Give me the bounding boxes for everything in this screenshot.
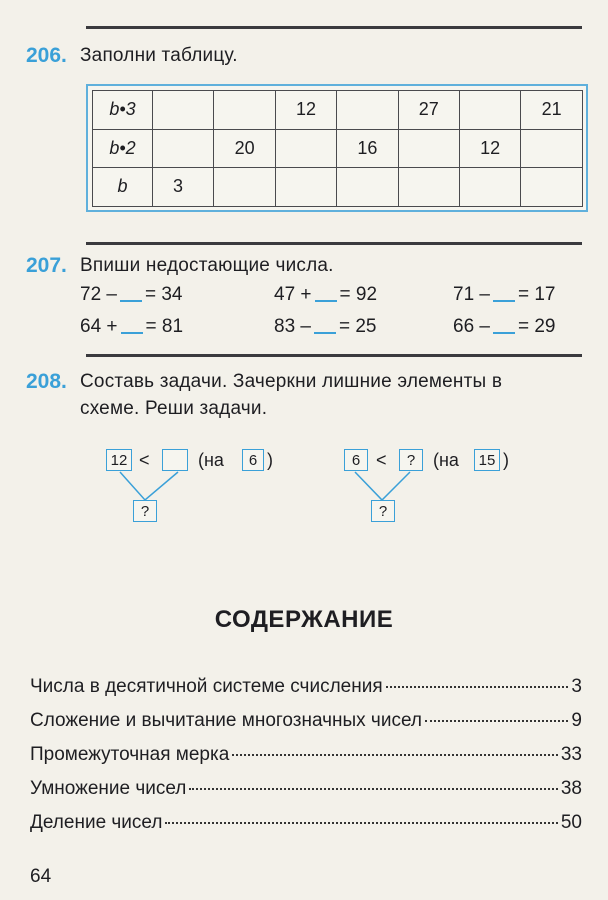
equation-left: 47 + bbox=[274, 284, 312, 305]
equation-left: 83 – bbox=[274, 316, 311, 337]
equation-right: = 92 bbox=[339, 284, 378, 305]
scheme1-box-b[interactable] bbox=[162, 449, 188, 471]
contents-item-page: 3 bbox=[571, 676, 582, 697]
task-208-number: 208. bbox=[26, 370, 67, 393]
contents-item-label: Промежуточная мерка bbox=[30, 744, 230, 765]
page-number: 64 bbox=[30, 866, 52, 887]
table-cell[interactable]: 27 bbox=[398, 90, 460, 130]
equation-right: = 17 bbox=[517, 284, 556, 305]
equation-left: 71 – bbox=[453, 284, 490, 305]
contents-item-label: Сложение и вычитание многозначных чисел bbox=[30, 710, 422, 731]
scheme2-box-by[interactable]: 15 bbox=[474, 449, 500, 471]
contents-leader-dots bbox=[189, 788, 557, 790]
equation-right: = 29 bbox=[517, 316, 556, 337]
table-row-header: b•3 bbox=[92, 90, 153, 130]
contents-item[interactable] bbox=[30, 778, 582, 800]
contents-item-page: 38 bbox=[560, 778, 582, 799]
scheme2-box-a[interactable]: 6 bbox=[344, 449, 368, 471]
task-207-text: Впиши недостающие числа. bbox=[80, 255, 334, 276]
scheme1-by-open: (на bbox=[198, 450, 224, 470]
contents-item-label: Умножение чисел bbox=[30, 778, 187, 799]
contents-leader-dots bbox=[232, 754, 558, 756]
scheme2-by-open: (на bbox=[433, 450, 459, 470]
equation-left: 66 – bbox=[453, 316, 490, 337]
contents-title: СОДЕРЖАНИЕ bbox=[214, 606, 394, 633]
table-cell[interactable]: 12 bbox=[275, 90, 337, 130]
equation-left: 64 + bbox=[80, 316, 118, 337]
table-cell[interactable]: 16 bbox=[336, 129, 398, 169]
scheme2-op: < bbox=[376, 450, 387, 470]
table-row-header: b bbox=[92, 167, 153, 207]
contents-item-page: 50 bbox=[560, 812, 582, 833]
contents-leader-dots bbox=[386, 686, 569, 688]
equation-left: 72 – bbox=[80, 284, 117, 305]
contents-item[interactable] bbox=[30, 744, 582, 766]
table-cell[interactable]: 12 bbox=[459, 129, 521, 169]
task-206-text: Заполни таблицу. bbox=[80, 45, 238, 66]
table-cell[interactable]: 21 bbox=[520, 90, 582, 130]
scheme2-by-close: ) bbox=[503, 450, 509, 470]
task-208-line1: Составь задачи. Зачеркни лишние элементы в bbox=[80, 371, 503, 392]
equation-right: = 25 bbox=[338, 316, 377, 337]
scheme2-box-q[interactable]: ? bbox=[371, 500, 395, 522]
contents-item-label: Деление чисел bbox=[30, 812, 163, 833]
contents-item-page: 33 bbox=[560, 744, 582, 765]
contents-item[interactable] bbox=[30, 676, 582, 698]
equation-right: = 34 bbox=[144, 284, 183, 305]
scheme1-box-a[interactable]: 12 bbox=[106, 449, 132, 471]
scheme1-by-close: ) bbox=[267, 450, 273, 470]
scheme1-box-q[interactable]: ? bbox=[133, 500, 157, 522]
table-cell[interactable]: 3 bbox=[152, 167, 214, 207]
task-206-number: 206. bbox=[26, 44, 67, 67]
task-208-line2: схеме. Реши задачи. bbox=[80, 398, 268, 419]
scheme1-op: < bbox=[139, 450, 150, 470]
contents-leader-dots bbox=[425, 720, 568, 722]
contents-item[interactable] bbox=[30, 710, 582, 732]
equation-right: = 81 bbox=[145, 316, 184, 337]
scheme1-box-by[interactable]: 6 bbox=[242, 449, 264, 471]
contents-leader-dots bbox=[165, 822, 557, 824]
contents-item-page: 9 bbox=[571, 710, 582, 731]
contents-item-label: Числа в десятичной системе счисления bbox=[30, 676, 383, 697]
task-207-number: 207. bbox=[26, 254, 67, 277]
scheme2-box-b[interactable]: ? bbox=[399, 449, 423, 471]
table-row-header: b•2 bbox=[92, 129, 153, 169]
table-cell[interactable]: 20 bbox=[213, 129, 275, 169]
contents-item[interactable] bbox=[30, 812, 582, 834]
